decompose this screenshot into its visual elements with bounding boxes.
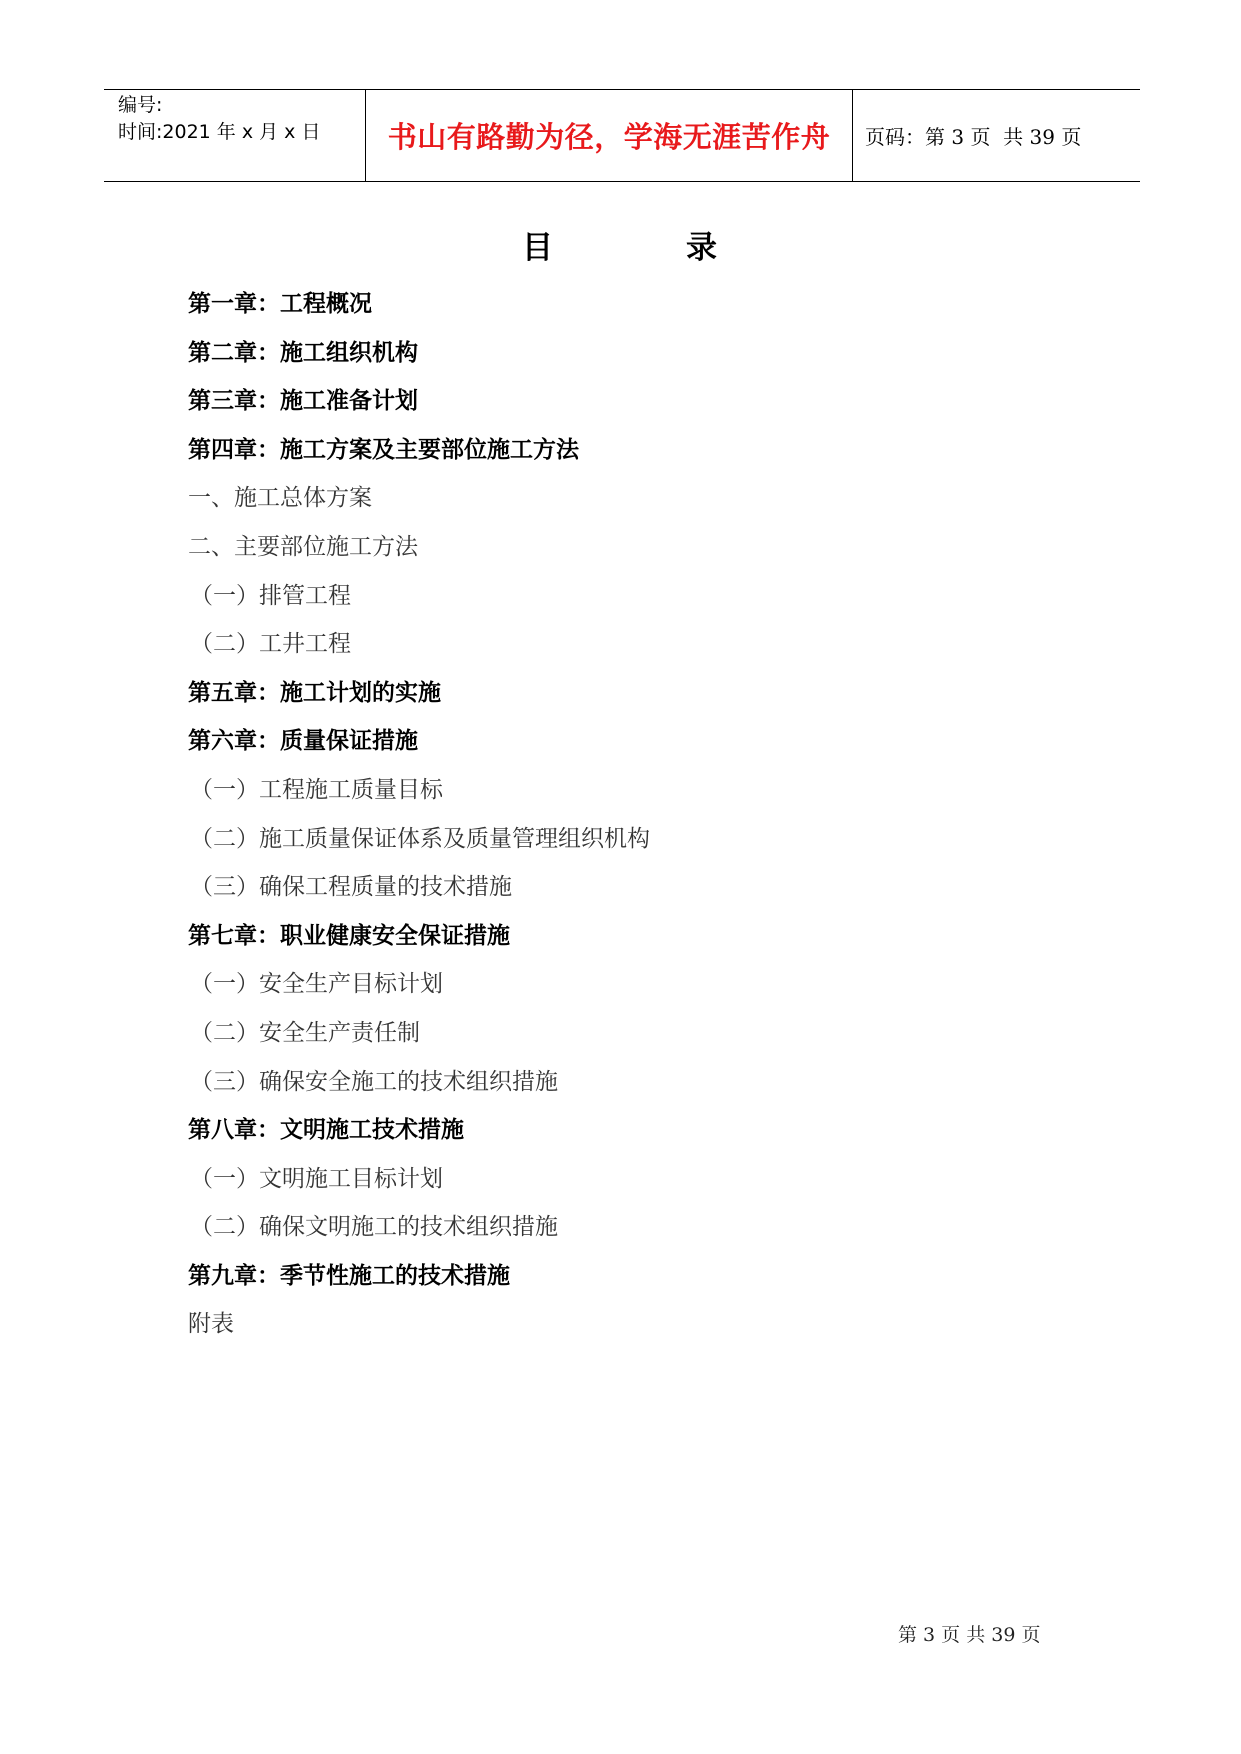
toc-sub-entry: （二）安全生产责任制 [190, 1019, 420, 1046]
toc-chapter-entry: 第四章：施工方案及主要部位施工方法 [188, 436, 579, 463]
header-motto: 书山有路勤为径，学海无涯苦作舟 [387, 120, 831, 154]
toc-sub-entry: （一）文明施工目标计划 [190, 1165, 443, 1192]
toc-title-left: 目 [522, 230, 553, 266]
toc-chapter-entry: 第七章：职业健康安全保证措施 [188, 922, 510, 949]
toc-title-right: 录 [686, 230, 717, 266]
toc-chapter-entry: 第三章：施工准备计划 [188, 388, 418, 415]
toc-chapter-entry: 第六章：质量保证措施 [188, 728, 418, 755]
toc-chapter-entry: 第二章：施工组织机构 [188, 339, 418, 366]
header-motto-cell [366, 90, 853, 181]
toc-sub-entry: 二、主要部位施工方法 [188, 533, 418, 560]
toc-sub-entry: （三）确保安全施工的技术组织措施 [190, 1068, 558, 1095]
toc-list [188, 280, 650, 1349]
toc-sub-entry: （二）确保文明施工的技术组织措施 [190, 1214, 558, 1241]
page-footer: 第 3 页 共 39 页 [898, 1624, 1041, 1646]
header-page-number: 页码：第 3 页 共 39 页 [865, 125, 1082, 149]
toc-sub-entry: 一、施工总体方案 [188, 485, 372, 512]
toc-chapter-entry: 第五章：施工计划的实施 [188, 679, 441, 706]
toc-sub-entry: （二）施工质量保证体系及质量管理组织机构 [190, 825, 650, 852]
toc-chapter-entry: 第九章：季节性施工的技术措施 [188, 1262, 510, 1289]
toc-sub-entry: 附表 [188, 1311, 234, 1338]
header-meta-cell [104, 90, 366, 181]
document-time-label: 时间:2021 年 x 月 x 日 [118, 121, 321, 143]
toc-chapter-entry: 第一章：工程概况 [188, 291, 372, 317]
toc-sub-entry: （一）安全生产目标计划 [190, 971, 443, 998]
page-header [104, 89, 1140, 182]
toc-sub-entry: （二）工井工程 [190, 631, 351, 658]
document-number-label: 编号: [118, 94, 163, 116]
header-page-cell [853, 90, 1140, 181]
toc-sub-entry: （一）工程施工质量目标 [190, 776, 443, 803]
toc-sub-entry: （一）排管工程 [190, 582, 351, 609]
toc-chapter-entry: 第八章：文明施工技术措施 [188, 1117, 464, 1144]
toc-sub-entry: （三）确保工程质量的技术措施 [190, 874, 512, 901]
